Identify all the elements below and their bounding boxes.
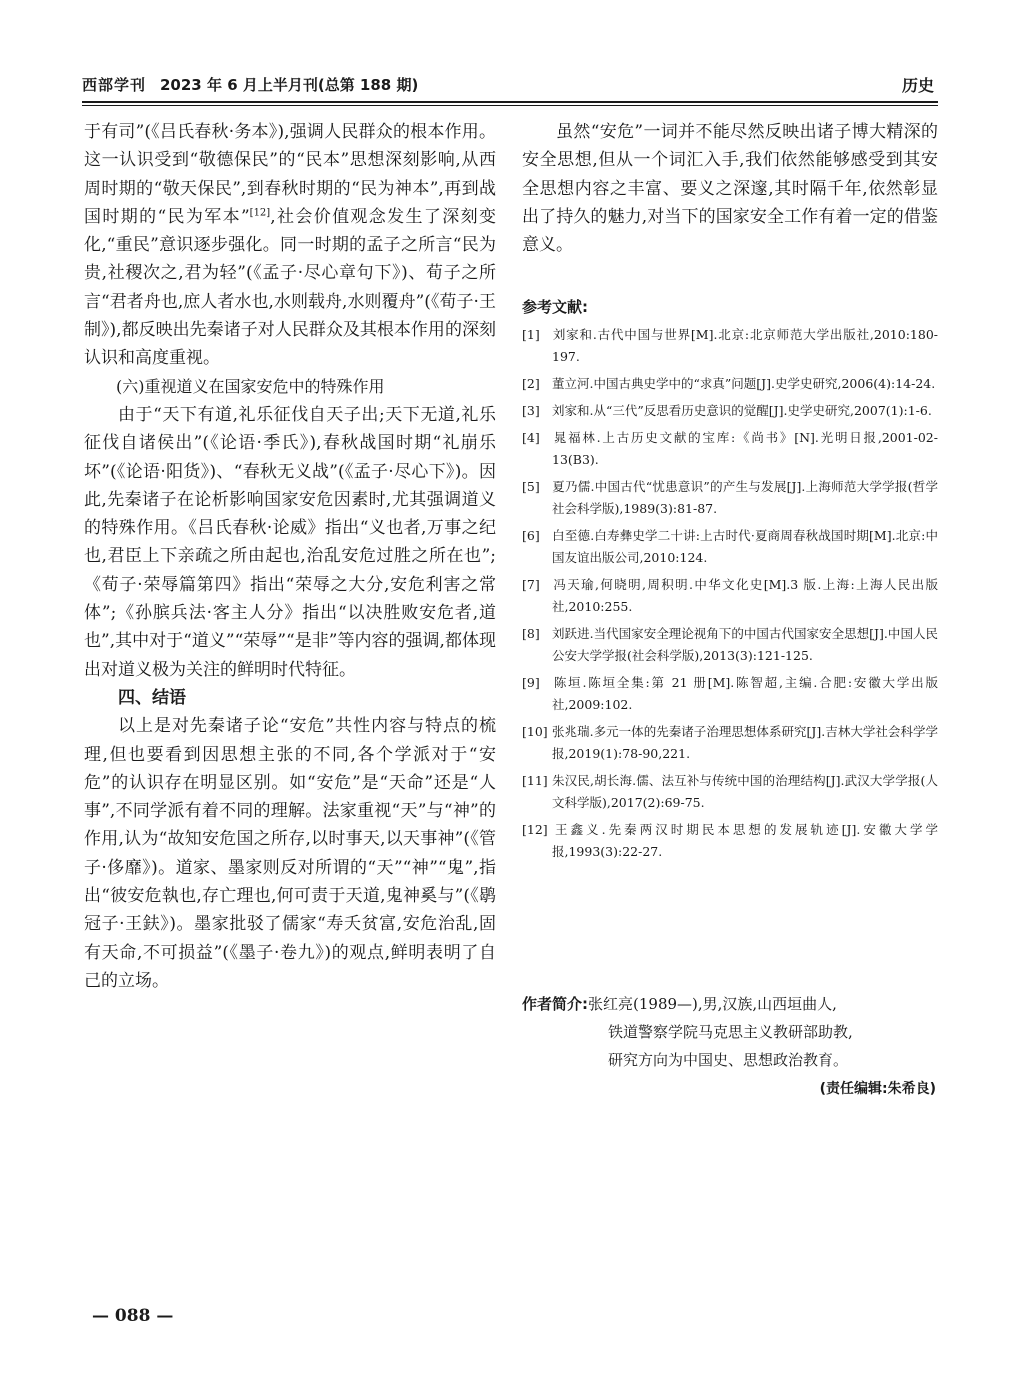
- citation-ref: [12]: [249, 207, 271, 219]
- reference-number: [8]: [522, 626, 540, 641]
- left-column: [84, 118, 496, 995]
- reference-item: [522, 525, 938, 569]
- responsible-editor: (责任编辑:朱希良): [819, 1081, 936, 1097]
- reference-number: [6]: [522, 528, 540, 543]
- paragraph: 虽然“安危”一词并不能尽然反映出诸子博大精深的安全思想,但从一个词汇入手,我们依然能够感受到其安全思想内容之丰富、要义之深邃,其时隔千年,依然彰显出了持久的魅力,对当下的国家安全工作有着一定的借鉴意义。: [522, 122, 938, 256]
- header-rule-thick: [82, 101, 938, 103]
- paragraph: 由于“天下有道,礼乐征伐自天子出;天下无道,礼乐征伐自诸侯出”(《论语·季氏》),春秋战国时期“礼崩乐坏”(《论语·阳货》)、“春秋无义战”(《孟子·尽心下》)。因此,先秦诸子在论析影响国家安危因素时,尤其强调道义的特殊作用。《吕氏春秋·论威》指出“义也者,万事之纪也,君臣上下亲疏之所由起也,治乱安危过胜之所在也”;《荀子·荣辱篇第四》指出“荣辱之大分,安危利害之常体”;《孙膑兵法·客主人分》指出“以决胜败安危者,道也”,其中对于“道义”“荣辱”“是非”等内容的强调,都体现出对道义极为关注的鲜明时代特征。: [84, 404, 497, 680]
- reference-text: 董立河.中国古典史学中的“求真”问题[J].史学史研究,2006(4):14-24.: [552, 376, 936, 391]
- reference-text: 朱汉民,胡长海.儒、法互补与传统中国的治理结构[J].武汉大学学报(人文科学版),2017(2):69-75.: [552, 773, 938, 810]
- reference-number: [9]: [522, 675, 540, 690]
- reference-number: [11]: [522, 773, 548, 788]
- reference-item: [522, 476, 938, 520]
- reference-number: [12]: [522, 822, 548, 837]
- reference-item: [522, 770, 938, 814]
- reference-item: [522, 672, 938, 716]
- references-heading: 参考文献:: [522, 298, 588, 316]
- page-number: — 088 —: [92, 1306, 174, 1326]
- reference-item: [522, 427, 938, 471]
- reference-item: [522, 819, 938, 863]
- reference-item: [522, 373, 938, 395]
- reference-text: 刘家和.从“三代”反思看历史意识的觉醒[J].史学史研究,2007(1):1-6.: [552, 403, 932, 418]
- reference-number: [2]: [522, 376, 540, 391]
- reference-text: 刘家和.古代中国与世界[M].北京:北京师范大学出版社,2010:180-197.: [552, 327, 938, 364]
- author-bio: [522, 990, 938, 1074]
- reference-item: [522, 574, 938, 618]
- author-bio-label: 作者简介:: [522, 995, 588, 1013]
- author-bio-line: [522, 990, 938, 1018]
- reference-number: [1]: [522, 327, 540, 342]
- journal-logo: 西部学刊: [82, 76, 147, 94]
- author-bio-line: 铁道警察学院马克思主义教研部助教,: [608, 1023, 853, 1041]
- paragraph: [84, 118, 496, 373]
- issue-info: 2023 年 6 月上半月刊(总第 188 期): [160, 76, 419, 94]
- reference-text: 夏乃儒.中国古代“忧患意识”的产生与发展[J].上海师范大学学报(哲学社会科学版),1989(3):81-87.: [552, 479, 938, 516]
- right-column: [522, 118, 938, 259]
- reference-text: 刘跃进.当代国家安全理论视角下的中国古代国家安全思想[J].中国人民公安大学学报(社会科学版),2013(3):121-125.: [552, 626, 938, 663]
- paragraph: 以上是对先秦诸子论“安危”共性内容与特点的梳理,但也要看到因思想主张的不同,各个学派对于“安危”的认识存在明显区别。如“安危”是“天命”还是“人事”,不同学派有着不同的理解。法家重视“天”与“神”的作用,认为“故知安危国之所存,以时事天,以天事神”(《管子·侈靡》)。道家、墨家则反对所谓的“天”“神”“鬼”,指出“彼安危執也,存亡理也,何可责于天道,鬼神奚与”(《鹖冠子·王鈇》)。墨家批驳了儒家“寿夭贫富,安危治乱,固有天命,不可损益”(《墨子·卷九》)的观点,鲜明表明了自己的立场。: [84, 716, 496, 991]
- reference-number: [5]: [522, 479, 540, 494]
- reference-text: 晁福林.上古历史文献的宝库:《尚书》[N].光明日报,2001-02-13(B3).: [552, 430, 938, 467]
- reference-item: [522, 623, 938, 667]
- reference-text: 冯天瑜,何晓明,周积明.中华文化史[M].3 版.上海:上海人民出版社,2010:255.: [552, 577, 938, 614]
- author-bio-line: 研究方向为中国史、思想政治教育。: [608, 1051, 849, 1069]
- reference-text: 白至德.白寿彝史学二十讲:上古时代·夏商周春秋战国时期[M].北京:中国友谊出版公司,2010:124.: [552, 528, 938, 565]
- subsection-heading: (六)重视道义在国家安危中的特殊作用: [116, 376, 385, 396]
- reference-number: [3]: [522, 403, 540, 418]
- reference-number: [4]: [522, 430, 540, 445]
- section-heading: 四、结语: [118, 687, 186, 708]
- reference-text: 张兆瑞.多元一体的先秦诸子治理思想体系研究[J].吉林大学社会科学学报,2019(1):78-90,221.: [552, 724, 938, 761]
- reference-number: [10]: [522, 724, 548, 739]
- references-list: [522, 324, 938, 868]
- reference-text: 陈垣.陈垣全集:第 21 册[M].陈智超,主编.合肥:安徽大学出版社,2009:102.: [552, 675, 938, 712]
- reference-item: [522, 324, 938, 368]
- paragraph-text: ,社会价值观念发生了深刻变化,“重民”意识逐步强化。同一时期的孟子之所言“民为贵,社稷次之,君为轻”(《孟子·尽心章句下》)、荀子之所言“君者舟也,庶人者水也,水则载舟,水则覆舟”(《荀子·王制》),都反映出先秦诸子对人民群众及其根本作用的深刻认识和高度重视。: [84, 206, 496, 369]
- paragraph-text: 于有司”(《吕氏春秋·务本》),强调人民群众的根本作用。这一认识受到“敬德保民”的“民本”思想深刻影响,从西周时期的“敬天保民”,到春秋时期的“民为神本”,再到战国时期的“民为军本”: [84, 122, 496, 227]
- reference-item: [522, 400, 938, 422]
- author-bio-text: 张红亮(1989—),男,汉族,山西垣曲人,: [588, 995, 837, 1013]
- header-rule-thin: [82, 105, 938, 106]
- running-header: [82, 72, 938, 102]
- reference-number: [7]: [522, 577, 540, 592]
- section-name: 历史: [901, 76, 934, 95]
- reference-item: [522, 721, 938, 765]
- reference-text: 王鑫义.先秦两汉时期民本思想的发展轨迹[J].安徽大学学报,1993(3):22-27.: [552, 822, 938, 859]
